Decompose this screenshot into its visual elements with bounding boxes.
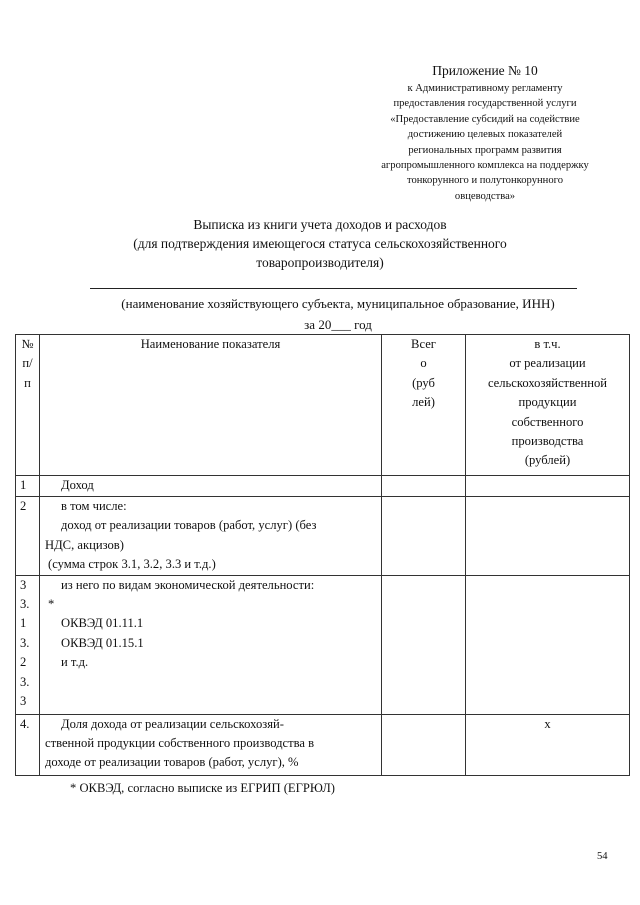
row-indicator-text: Доход	[61, 478, 94, 492]
document-title-line: товаропроизводителя)	[256, 255, 384, 270]
header-number-line: №	[21, 337, 34, 351]
appendix-line: к Административному регламенту	[407, 83, 563, 94]
row-indicator	[40, 575, 382, 714]
header-total-line: лей)	[412, 395, 435, 410]
row-number-text: 1	[20, 616, 27, 631]
appendix-line: «Предоставление субсидий на содействие	[390, 113, 580, 125]
row-indicator-text: из него по видам экономической деятельности:	[61, 577, 315, 592]
appendix-line: агропромышленного комплекса на поддержку	[381, 160, 589, 172]
row-including-cell[interactable]	[466, 476, 630, 497]
header-including-line: производства	[511, 434, 584, 449]
row-number-text: 2	[20, 499, 27, 513]
header-including-line: продукции	[518, 395, 577, 410]
row-indicator-text: ОКВЭД 01.15.1	[61, 635, 144, 650]
row-indicator-text: ОКВЭД 01.11.1	[61, 616, 144, 631]
row-total-cell[interactable]	[382, 476, 466, 497]
row-indicator	[40, 497, 382, 576]
document-title	[110, 215, 530, 272]
row-number-text: 2	[20, 655, 27, 670]
table-header-row	[16, 335, 630, 476]
row-indicator-text: и т.д.	[61, 655, 89, 670]
row-indicator	[40, 476, 382, 497]
row-including-cell: х	[466, 714, 630, 775]
page-number: 54	[597, 851, 608, 862]
table-row	[16, 714, 630, 775]
appendix-block	[340, 62, 630, 204]
document-title-line: (для подтверждения имеющегося статуса сельскохозяйственного	[133, 236, 507, 251]
row-indicator-text: НДС, акцизов)	[45, 537, 124, 552]
header-number-line: п	[24, 375, 31, 390]
row-indicator-text: в том числе:	[61, 499, 127, 513]
appendix-line: предоставления государственной услуги	[393, 98, 577, 110]
footnote: * ОКВЭД, согласно выписке из ЕГРИП (ЕГРЮЛ)	[70, 781, 335, 795]
header-including	[466, 335, 630, 476]
header-total	[382, 335, 466, 476]
row-number-text: 1	[20, 478, 27, 492]
row-indicator-text: (сумма строк 3.1, 3.2, 3.3 и т.д.)	[48, 557, 216, 572]
header-including-line: в т.ч.	[534, 337, 561, 351]
document-title-line: Выписка из книги учета доходов и расходов	[193, 217, 447, 232]
row-number-text: 4.	[20, 716, 30, 731]
row-number	[16, 476, 40, 497]
subject-caption: (наименование хозяйствующего субъекта, муниципальное образование, ИНН)	[121, 296, 555, 311]
row-indicator-text: Доля дохода от реализации сельскохозяй-	[61, 716, 284, 731]
row-indicator	[40, 714, 382, 775]
row-total-cell[interactable]	[382, 714, 466, 775]
header-number	[16, 335, 40, 476]
appendix-line: достижению целевых показателей	[407, 129, 563, 141]
row-number-text: 3.	[20, 597, 30, 612]
row-number-text: 3	[20, 577, 27, 592]
row-number-text: 3	[20, 694, 27, 709]
appendix-line: региональных программ развития	[408, 144, 562, 156]
appendix-title: Приложение № 10	[432, 63, 538, 78]
header-indicator-name: Наименование показателя	[40, 335, 382, 476]
header-including-line: собственного	[511, 414, 584, 429]
table-row	[16, 575, 630, 714]
header-number-line: п/	[22, 356, 33, 371]
table-row	[16, 476, 630, 497]
row-including-cell[interactable]	[466, 497, 630, 576]
row-indicator-text: доход от реализации товаров (работ, услуг) (без	[61, 518, 317, 533]
income-table	[15, 334, 630, 776]
appendix-line: тонкорунного и полутонкорунного	[406, 175, 564, 187]
header-total-line: о	[420, 356, 427, 371]
table-row	[16, 497, 630, 576]
row-indicator-text: *	[48, 597, 55, 612]
header-including-line: сельскохозяйственной	[487, 375, 608, 390]
row-including-cell[interactable]	[466, 575, 630, 714]
header-total-line: Всег	[411, 337, 436, 351]
row-indicator-text: ственной продукции собственного производства в	[45, 736, 315, 751]
row-number-text: 3.	[20, 635, 30, 650]
row-number	[16, 497, 40, 576]
row-number	[16, 575, 40, 714]
header-including-line: от реализации	[509, 356, 586, 371]
appendix-line: овцеводства»	[454, 190, 516, 202]
row-total-cell[interactable]	[382, 575, 466, 714]
row-number	[16, 714, 40, 775]
header-total-line: (руб	[412, 375, 435, 390]
header-including-line: (рублей)	[524, 453, 571, 468]
year-line: за 20___ год	[304, 317, 372, 332]
subject-fill-line	[90, 288, 577, 289]
row-total-cell[interactable]	[382, 497, 466, 576]
row-indicator-text: доходе от реализации товаров (работ, услуг), %	[45, 755, 299, 770]
row-number-text: 3.	[20, 674, 30, 689]
